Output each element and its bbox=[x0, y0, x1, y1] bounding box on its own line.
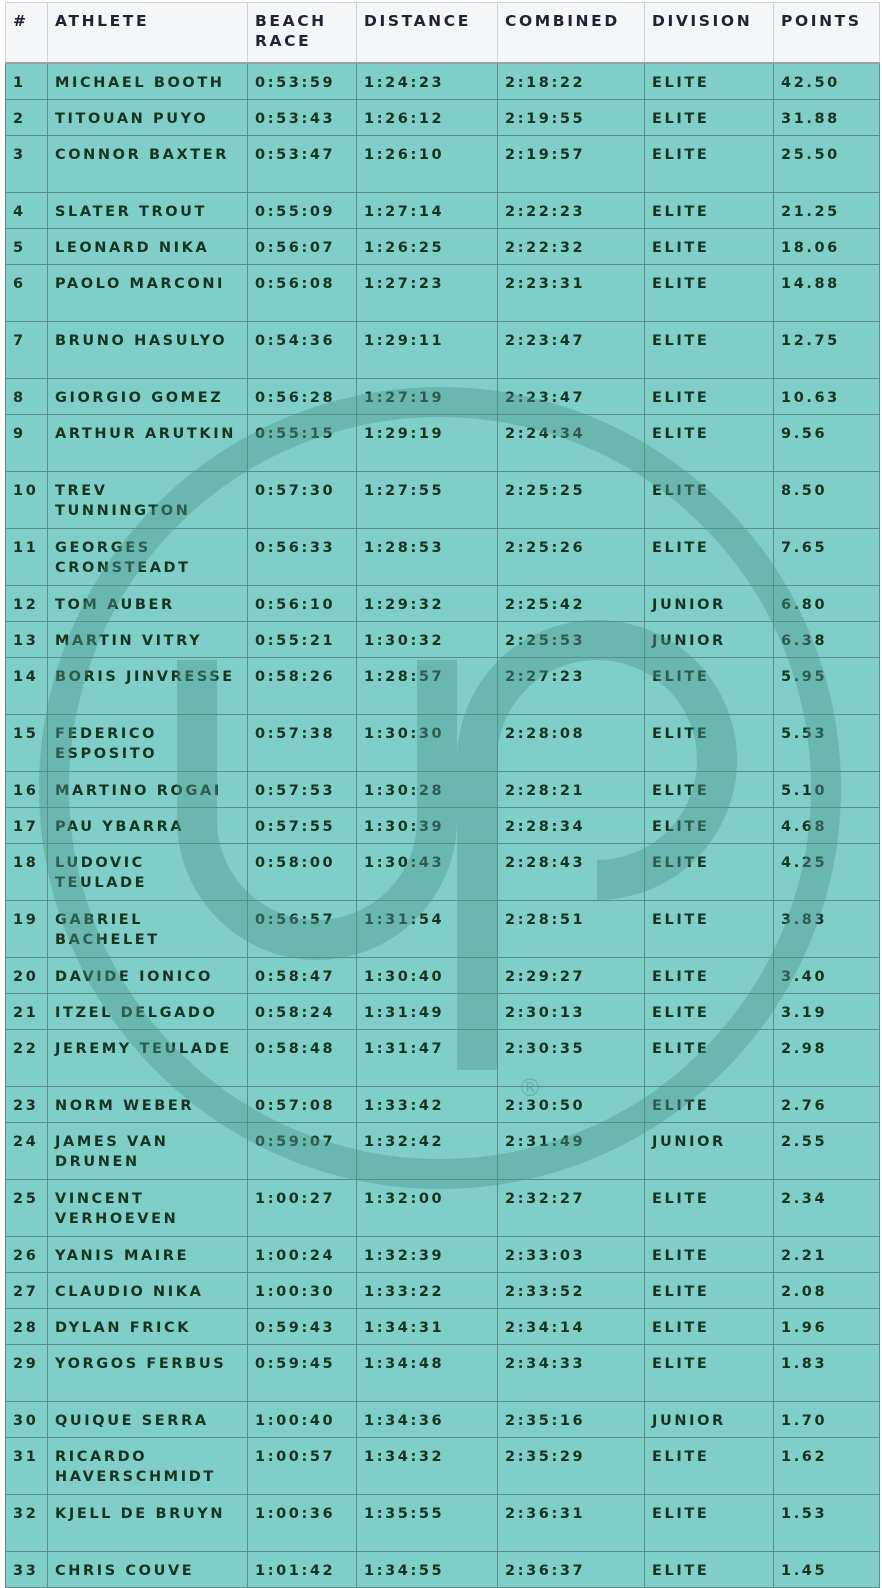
table-row bbox=[6, 586, 880, 622]
cell-division: ELITE bbox=[645, 136, 774, 193]
cell-combined: 2:28:51 bbox=[498, 901, 645, 958]
cell-athlete: DAVIDE IONICO bbox=[48, 958, 248, 994]
cell-combined: 2:34:33 bbox=[498, 1345, 645, 1402]
table-row bbox=[6, 1123, 880, 1180]
cell-beach-race: 1:00:30 bbox=[248, 1273, 357, 1309]
cell-division: ELITE bbox=[645, 1030, 774, 1087]
cell-beach-race: 0:54:36 bbox=[248, 322, 357, 379]
cell-rank: 25 bbox=[6, 1180, 48, 1237]
cell-division: ELITE bbox=[645, 1237, 774, 1273]
table-row bbox=[6, 1309, 880, 1345]
cell-points: 12.75 bbox=[774, 322, 880, 379]
cell-points: 25.50 bbox=[774, 136, 880, 193]
cell-athlete: PAU YBARRA bbox=[48, 808, 248, 844]
cell-points: 5.95 bbox=[774, 658, 880, 715]
cell-distance: 1:32:39 bbox=[357, 1237, 498, 1273]
cell-distance: 1:27:55 bbox=[357, 472, 498, 529]
cell-points: 1.53 bbox=[774, 1495, 880, 1552]
column-header-distance: DISTANCE bbox=[357, 3, 498, 64]
cell-distance: 1:35:55 bbox=[357, 1495, 498, 1552]
cell-points: 1.62 bbox=[774, 1438, 880, 1495]
cell-distance: 1:34:32 bbox=[357, 1438, 498, 1495]
cell-points: 8.50 bbox=[774, 472, 880, 529]
cell-division: ELITE bbox=[645, 229, 774, 265]
cell-points: 9.56 bbox=[774, 415, 880, 472]
cell-distance: 1:31:49 bbox=[357, 994, 498, 1030]
cell-division: ELITE bbox=[645, 772, 774, 808]
cell-combined: 2:29:27 bbox=[498, 958, 645, 994]
cell-beach-race: 0:57:08 bbox=[248, 1087, 357, 1123]
cell-points: 42.50 bbox=[774, 63, 880, 100]
cell-points: 2.76 bbox=[774, 1087, 880, 1123]
cell-distance: 1:27:19 bbox=[357, 379, 498, 415]
cell-combined: 2:18:22 bbox=[498, 63, 645, 100]
cell-beach-race: 0:58:24 bbox=[248, 994, 357, 1030]
column-header-beach-race: BEACH RACE bbox=[248, 3, 357, 64]
cell-athlete: CLAUDIO NIKA bbox=[48, 1273, 248, 1309]
cell-athlete: ITZEL DELGADO bbox=[48, 994, 248, 1030]
cell-combined: 2:27:23 bbox=[498, 658, 645, 715]
table-row bbox=[6, 715, 880, 772]
column-header-points: POINTS bbox=[774, 3, 880, 64]
table-row bbox=[6, 1552, 880, 1588]
cell-rank: 30 bbox=[6, 1402, 48, 1438]
cell-combined: 2:30:13 bbox=[498, 994, 645, 1030]
cell-division: JUNIOR bbox=[645, 622, 774, 658]
cell-points: 2.55 bbox=[774, 1123, 880, 1180]
cell-rank: 3 bbox=[6, 136, 48, 193]
cell-combined: 2:34:14 bbox=[498, 1309, 645, 1345]
cell-division: ELITE bbox=[645, 100, 774, 136]
cell-beach-race: 0:59:07 bbox=[248, 1123, 357, 1180]
cell-combined: 2:32:27 bbox=[498, 1180, 645, 1237]
cell-division: ELITE bbox=[645, 715, 774, 772]
cell-combined: 2:19:57 bbox=[498, 136, 645, 193]
cell-distance: 1:26:12 bbox=[357, 100, 498, 136]
cell-distance: 1:26:10 bbox=[357, 136, 498, 193]
table-row bbox=[6, 994, 880, 1030]
cell-combined: 2:25:26 bbox=[498, 529, 645, 586]
cell-rank: 7 bbox=[6, 322, 48, 379]
cell-combined: 2:33:03 bbox=[498, 1237, 645, 1273]
table-row bbox=[6, 529, 880, 586]
cell-beach-race: 0:53:43 bbox=[248, 100, 357, 136]
cell-combined: 2:28:08 bbox=[498, 715, 645, 772]
cell-beach-race: 0:56:10 bbox=[248, 586, 357, 622]
cell-distance: 1:30:43 bbox=[357, 844, 498, 901]
cell-points: 21.25 bbox=[774, 193, 880, 229]
cell-athlete: BRUNO HASULYO bbox=[48, 322, 248, 379]
cell-division: JUNIOR bbox=[645, 1123, 774, 1180]
cell-athlete: DYLAN FRICK bbox=[48, 1309, 248, 1345]
cell-distance: 1:34:48 bbox=[357, 1345, 498, 1402]
results-table bbox=[5, 2, 880, 1588]
table-row bbox=[6, 1087, 880, 1123]
cell-division: ELITE bbox=[645, 1438, 774, 1495]
cell-rank: 2 bbox=[6, 100, 48, 136]
cell-combined: 2:24:34 bbox=[498, 415, 645, 472]
cell-rank: 8 bbox=[6, 379, 48, 415]
cell-division: ELITE bbox=[645, 844, 774, 901]
cell-beach-race: 0:56:33 bbox=[248, 529, 357, 586]
cell-athlete: QUIQUE SERRA bbox=[48, 1402, 248, 1438]
cell-points: 31.88 bbox=[774, 100, 880, 136]
cell-rank: 29 bbox=[6, 1345, 48, 1402]
cell-division: ELITE bbox=[645, 1495, 774, 1552]
cell-athlete: GEORGES CRONSTEADT bbox=[48, 529, 248, 586]
cell-rank: 11 bbox=[6, 529, 48, 586]
cell-combined: 2:31:49 bbox=[498, 1123, 645, 1180]
cell-points: 2.08 bbox=[774, 1273, 880, 1309]
cell-athlete: VINCENT VERHOEVEN bbox=[48, 1180, 248, 1237]
table-row bbox=[6, 844, 880, 901]
cell-points: 1.45 bbox=[774, 1552, 880, 1588]
cell-athlete: MARTINO ROGAI bbox=[48, 772, 248, 808]
cell-athlete: TITOUAN PUYO bbox=[48, 100, 248, 136]
cell-beach-race: 0:57:38 bbox=[248, 715, 357, 772]
cell-rank: 26 bbox=[6, 1237, 48, 1273]
table-row bbox=[6, 901, 880, 958]
cell-points: 1.96 bbox=[774, 1309, 880, 1345]
cell-distance: 1:30:30 bbox=[357, 715, 498, 772]
cell-combined: 2:25:53 bbox=[498, 622, 645, 658]
cell-rank: 14 bbox=[6, 658, 48, 715]
cell-distance: 1:33:42 bbox=[357, 1087, 498, 1123]
table-row bbox=[6, 1030, 880, 1087]
cell-athlete: JEREMY TEULADE bbox=[48, 1030, 248, 1087]
cell-athlete: CONNOR BAXTER bbox=[48, 136, 248, 193]
cell-rank: 32 bbox=[6, 1495, 48, 1552]
cell-beach-race: 0:58:26 bbox=[248, 658, 357, 715]
cell-combined: 2:22:32 bbox=[498, 229, 645, 265]
cell-division: ELITE bbox=[645, 265, 774, 322]
cell-division: ELITE bbox=[645, 958, 774, 994]
cell-division: ELITE bbox=[645, 658, 774, 715]
cell-combined: 2:35:16 bbox=[498, 1402, 645, 1438]
cell-division: ELITE bbox=[645, 1273, 774, 1309]
cell-rank: 12 bbox=[6, 586, 48, 622]
cell-division: JUNIOR bbox=[645, 586, 774, 622]
cell-distance: 1:27:23 bbox=[357, 265, 498, 322]
cell-rank: 6 bbox=[6, 265, 48, 322]
cell-points: 7.65 bbox=[774, 529, 880, 586]
table-row bbox=[6, 415, 880, 472]
cell-combined: 2:23:31 bbox=[498, 265, 645, 322]
cell-beach-race: 0:55:09 bbox=[248, 193, 357, 229]
cell-distance: 1:34:55 bbox=[357, 1552, 498, 1588]
cell-athlete: GABRIEL BACHELET bbox=[48, 901, 248, 958]
cell-rank: 15 bbox=[6, 715, 48, 772]
cell-rank: 17 bbox=[6, 808, 48, 844]
table-row bbox=[6, 1438, 880, 1495]
cell-division: ELITE bbox=[645, 1180, 774, 1237]
table-row bbox=[6, 229, 880, 265]
table-row bbox=[6, 322, 880, 379]
cell-distance: 1:30:32 bbox=[357, 622, 498, 658]
cell-division: ELITE bbox=[645, 415, 774, 472]
cell-beach-race: 1:00:40 bbox=[248, 1402, 357, 1438]
cell-beach-race: 0:56:57 bbox=[248, 901, 357, 958]
cell-beach-race: 1:01:42 bbox=[248, 1552, 357, 1588]
cell-athlete: MARTIN VITRY bbox=[48, 622, 248, 658]
cell-beach-race: 0:56:07 bbox=[248, 229, 357, 265]
cell-distance: 1:28:53 bbox=[357, 529, 498, 586]
cell-athlete: JAMES VAN DRUNEN bbox=[48, 1123, 248, 1180]
cell-athlete: RICARDO HAVERSCHMIDT bbox=[48, 1438, 248, 1495]
cell-athlete: ARTHUR ARUTKIN bbox=[48, 415, 248, 472]
cell-distance: 1:32:00 bbox=[357, 1180, 498, 1237]
table-row bbox=[6, 1495, 880, 1552]
cell-rank: 22 bbox=[6, 1030, 48, 1087]
table-body bbox=[6, 63, 880, 1588]
cell-points: 3.19 bbox=[774, 994, 880, 1030]
cell-rank: 4 bbox=[6, 193, 48, 229]
cell-division: ELITE bbox=[645, 808, 774, 844]
cell-athlete: LUDOVIC TEULADE bbox=[48, 844, 248, 901]
cell-athlete: CHRIS COUVE bbox=[48, 1552, 248, 1588]
cell-division: ELITE bbox=[645, 63, 774, 100]
results-table-container bbox=[5, 2, 879, 1588]
cell-combined: 2:19:55 bbox=[498, 100, 645, 136]
table-row bbox=[6, 63, 880, 100]
table-row bbox=[6, 772, 880, 808]
cell-combined: 2:30:50 bbox=[498, 1087, 645, 1123]
cell-athlete: FEDERICO ESPOSITO bbox=[48, 715, 248, 772]
cell-athlete: MICHAEL BOOTH bbox=[48, 63, 248, 100]
cell-distance: 1:33:22 bbox=[357, 1273, 498, 1309]
cell-beach-race: 0:53:47 bbox=[248, 136, 357, 193]
cell-distance: 1:31:47 bbox=[357, 1030, 498, 1087]
cell-combined: 2:23:47 bbox=[498, 379, 645, 415]
cell-rank: 16 bbox=[6, 772, 48, 808]
cell-division: ELITE bbox=[645, 1552, 774, 1588]
cell-distance: 1:24:23 bbox=[357, 63, 498, 100]
cell-division: ELITE bbox=[645, 1087, 774, 1123]
cell-division: ELITE bbox=[645, 1345, 774, 1402]
cell-beach-race: 1:00:24 bbox=[248, 1237, 357, 1273]
table-row bbox=[6, 136, 880, 193]
cell-points: 3.40 bbox=[774, 958, 880, 994]
table-row bbox=[6, 808, 880, 844]
cell-combined: 2:36:31 bbox=[498, 1495, 645, 1552]
table-row bbox=[6, 472, 880, 529]
cell-division: ELITE bbox=[645, 994, 774, 1030]
table-row bbox=[6, 379, 880, 415]
cell-rank: 19 bbox=[6, 901, 48, 958]
cell-combined: 2:22:23 bbox=[498, 193, 645, 229]
cell-athlete: TREV TUNNINGTON bbox=[48, 472, 248, 529]
cell-points: 1.70 bbox=[774, 1402, 880, 1438]
cell-rank: 21 bbox=[6, 994, 48, 1030]
cell-distance: 1:30:28 bbox=[357, 772, 498, 808]
table-row bbox=[6, 265, 880, 322]
cell-beach-race: 0:55:21 bbox=[248, 622, 357, 658]
cell-beach-race: 0:58:47 bbox=[248, 958, 357, 994]
cell-division: JUNIOR bbox=[645, 1402, 774, 1438]
cell-distance: 1:32:42 bbox=[357, 1123, 498, 1180]
cell-distance: 1:28:57 bbox=[357, 658, 498, 715]
cell-rank: 33 bbox=[6, 1552, 48, 1588]
cell-beach-race: 0:59:43 bbox=[248, 1309, 357, 1345]
cell-beach-race: 1:00:57 bbox=[248, 1438, 357, 1495]
cell-division: ELITE bbox=[645, 322, 774, 379]
table-row bbox=[6, 1402, 880, 1438]
cell-rank: 20 bbox=[6, 958, 48, 994]
cell-rank: 10 bbox=[6, 472, 48, 529]
cell-combined: 2:36:37 bbox=[498, 1552, 645, 1588]
cell-beach-race: 0:58:00 bbox=[248, 844, 357, 901]
cell-athlete: BORIS JINVRESSE bbox=[48, 658, 248, 715]
cell-combined: 2:23:47 bbox=[498, 322, 645, 379]
cell-rank: 18 bbox=[6, 844, 48, 901]
cell-beach-race: 0:56:08 bbox=[248, 265, 357, 322]
cell-beach-race: 1:00:27 bbox=[248, 1180, 357, 1237]
cell-points: 2.98 bbox=[774, 1030, 880, 1087]
table-row bbox=[6, 193, 880, 229]
cell-athlete: GIORGIO GOMEZ bbox=[48, 379, 248, 415]
cell-distance: 1:34:31 bbox=[357, 1309, 498, 1345]
cell-points: 4.25 bbox=[774, 844, 880, 901]
cell-division: ELITE bbox=[645, 379, 774, 415]
cell-combined: 2:30:35 bbox=[498, 1030, 645, 1087]
cell-beach-race: 0:57:53 bbox=[248, 772, 357, 808]
header-row bbox=[6, 3, 880, 64]
cell-beach-race: 0:53:59 bbox=[248, 63, 357, 100]
cell-rank: 13 bbox=[6, 622, 48, 658]
cell-distance: 1:29:11 bbox=[357, 322, 498, 379]
cell-distance: 1:34:36 bbox=[357, 1402, 498, 1438]
cell-points: 10.63 bbox=[774, 379, 880, 415]
cell-points: 6.38 bbox=[774, 622, 880, 658]
cell-points: 1.83 bbox=[774, 1345, 880, 1402]
cell-beach-race: 0:59:45 bbox=[248, 1345, 357, 1402]
cell-points: 5.10 bbox=[774, 772, 880, 808]
table-row bbox=[6, 622, 880, 658]
cell-points: 3.83 bbox=[774, 901, 880, 958]
cell-division: ELITE bbox=[645, 1309, 774, 1345]
cell-rank: 27 bbox=[6, 1273, 48, 1309]
cell-points: 14.88 bbox=[774, 265, 880, 322]
cell-athlete: PAOLO MARCONI bbox=[48, 265, 248, 322]
cell-athlete: NORM WEBER bbox=[48, 1087, 248, 1123]
cell-rank: 31 bbox=[6, 1438, 48, 1495]
table-row bbox=[6, 1180, 880, 1237]
cell-athlete: YORGOS FERBUS bbox=[48, 1345, 248, 1402]
cell-distance: 1:29:19 bbox=[357, 415, 498, 472]
column-header-combined: COMBINED bbox=[498, 3, 645, 64]
cell-distance: 1:30:40 bbox=[357, 958, 498, 994]
cell-combined: 2:25:25 bbox=[498, 472, 645, 529]
cell-combined: 2:33:52 bbox=[498, 1273, 645, 1309]
cell-athlete: KJELL DE BRUYN bbox=[48, 1495, 248, 1552]
cell-rank: 1 bbox=[6, 63, 48, 100]
registered-mark: ® bbox=[518, 1074, 542, 1102]
cell-combined: 2:28:21 bbox=[498, 772, 645, 808]
cell-rank: 23 bbox=[6, 1087, 48, 1123]
cell-points: 6.80 bbox=[774, 586, 880, 622]
cell-points: 2.21 bbox=[774, 1237, 880, 1273]
cell-combined: 2:25:42 bbox=[498, 586, 645, 622]
cell-beach-race: 0:57:55 bbox=[248, 808, 357, 844]
cell-rank: 24 bbox=[6, 1123, 48, 1180]
table-row bbox=[6, 658, 880, 715]
cell-rank: 28 bbox=[6, 1309, 48, 1345]
cell-distance: 1:31:54 bbox=[357, 901, 498, 958]
table-row bbox=[6, 100, 880, 136]
cell-distance: 1:30:39 bbox=[357, 808, 498, 844]
table-row bbox=[6, 958, 880, 994]
cell-points: 18.06 bbox=[774, 229, 880, 265]
cell-division: ELITE bbox=[645, 193, 774, 229]
cell-combined: 2:28:43 bbox=[498, 844, 645, 901]
cell-beach-race: 1:00:36 bbox=[248, 1495, 357, 1552]
cell-points: 5.53 bbox=[774, 715, 880, 772]
cell-combined: 2:35:29 bbox=[498, 1438, 645, 1495]
cell-division: ELITE bbox=[645, 529, 774, 586]
cell-beach-race: 0:57:30 bbox=[248, 472, 357, 529]
cell-rank: 9 bbox=[6, 415, 48, 472]
column-header-athlete: ATHLETE bbox=[48, 3, 248, 64]
cell-athlete: SLATER TROUT bbox=[48, 193, 248, 229]
table-row bbox=[6, 1237, 880, 1273]
column-header-rank: # bbox=[6, 3, 48, 64]
cell-athlete: TOM AUBER bbox=[48, 586, 248, 622]
table-header bbox=[6, 3, 880, 64]
column-header-division: DIVISION bbox=[645, 3, 774, 64]
table-row bbox=[6, 1273, 880, 1309]
cell-athlete: LEONARD NIKA bbox=[48, 229, 248, 265]
cell-distance: 1:26:25 bbox=[357, 229, 498, 265]
cell-beach-race: 0:58:48 bbox=[248, 1030, 357, 1087]
table-row bbox=[6, 1345, 880, 1402]
cell-rank: 5 bbox=[6, 229, 48, 265]
cell-combined: 2:28:34 bbox=[498, 808, 645, 844]
cell-points: 2.34 bbox=[774, 1180, 880, 1237]
cell-athlete: YANIS MAIRE bbox=[48, 1237, 248, 1273]
cell-division: ELITE bbox=[645, 472, 774, 529]
cell-division: ELITE bbox=[645, 901, 774, 958]
cell-distance: 1:27:14 bbox=[357, 193, 498, 229]
cell-beach-race: 0:56:28 bbox=[248, 379, 357, 415]
cell-distance: 1:29:32 bbox=[357, 586, 498, 622]
cell-points: 4.68 bbox=[774, 808, 880, 844]
cell-beach-race: 0:55:15 bbox=[248, 415, 357, 472]
